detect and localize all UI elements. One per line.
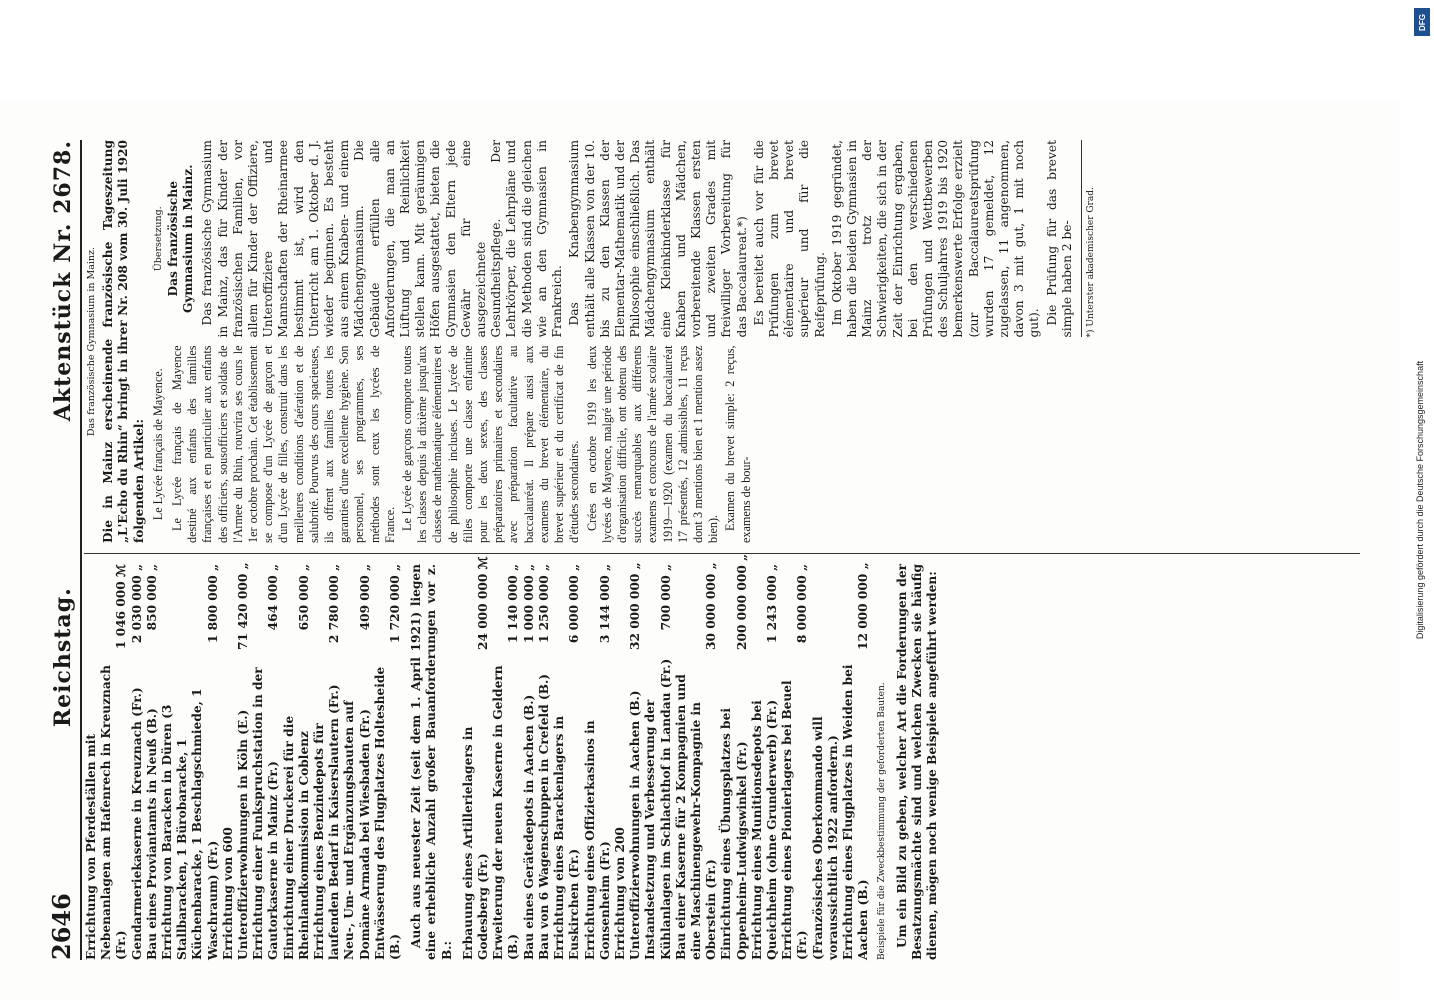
construction-item [583, 564, 613, 960]
item-label: Erbauung eines Artillerielagers in Godesberg (Fr.) [460, 726, 491, 960]
construction-item [282, 564, 312, 960]
construction-item [130, 564, 145, 960]
page-header [40, 140, 82, 960]
item-amount: 32 000 000 „ [628, 562, 643, 650]
german-title: Das französische Gymnasium in Mainz. [166, 164, 196, 313]
construction-item [750, 564, 780, 960]
french-paragraph: Le Lycée français de Mayence destiné aux enfants des familles françaises et en particulier aux enfants des officiers, sousofficiers et soldats de l'Armee du Rhin, rouvrira ses cours le 1er octobre prochain. Cet établissement se compose d'un Lycée de garçon et d'un Lycée de filles, construit dans les meilleures conditions d'aération et de salubrité. Pourvus des cours spacieuses, ils offrent aux familles toutes les garanties d'une excellente hygiène. Son personnel, ses programmes, ses méthodes sont ceux les lycées de France. [170, 345, 397, 543]
german-title-label: Übersetzung. [152, 206, 164, 272]
french-paragraphs [170, 346, 754, 544]
dfg-logo-text: DFG [1417, 13, 1427, 31]
item-label: Einrichtung einer Druckerei für die Rheinlandkommission in Coblenz [281, 715, 311, 960]
left-intro: Auch aus neuester Zeit (seit dem 1. April 1921) liegen eine erhebliche Anzahl großer Bauanforderungen vor z. B.: [409, 564, 454, 960]
construction-item [251, 564, 281, 960]
construction-list-1 [84, 564, 403, 960]
item-amount: 8 000 000 „ [795, 564, 810, 644]
item-label: Entwässerung des Flugplatzes Holtesheide (B.) [372, 666, 403, 960]
digitization-credit [1406, 0, 1434, 1000]
left-note: Beispiele für die Zweckbestimmung der geforderten Bauten. [877, 682, 888, 960]
item-label: Errichtung von 600 Unteroffizierwohnungen in Köln (E.) [220, 709, 251, 960]
french-paragraph: Crées en octobre 1919 les deux lycées de Mayence, malgré une période d'organisation difficile, ont obtenu des succès remarquables aux différents examens et concours de l'année scolaire 1919—1920 (examen du baccalauréat 17 présentés, 12 admissibles, 11 reçus dont 3 mentions bien et 1 mention assez bien). [584, 345, 721, 543]
article-heading: Das französische Gymnasium in Mainz. [86, 246, 97, 437]
item-amount: 1 720 000 „ [388, 564, 403, 644]
item-amount: 700 000 „ [658, 564, 673, 631]
item-label: Errichtung eines Munitionsdepots bei Queichheim (ohne Grunderwerb) (Fr.) [749, 699, 779, 960]
construction-item [145, 564, 160, 960]
item-amount: 1 140 000 „ [506, 564, 521, 644]
german-paragraph: Im Oktober 1919 gegründet, haben die beiden Gymnasien in Mainz trotz der Schwierigkeiten, die sich in der Zeit der Einrichtung ergaben, bei den verschiedenen Prüfungen und Wettbewerben des Schuljahres 1919 bis 1920 bemerkenswerte Erfolge erzielt (zur Baccalaureatsprüfung wurden 17 gemeldet, 12 zugelassen, 11 angenommen, davon 3 mit gut, 1 mit noch gut). [829, 140, 1042, 338]
item-label: Bau einer Kaserne für 2 Kompagnien und eine Maschinengewehr-Kompagnie in Oberstein (Fr.) [673, 674, 719, 960]
item-amount: 1 250 000 „ [536, 564, 551, 644]
german-paragraph: Das französische Gymnasium in Mainz, das für Kinder der französischen Familien, vor allem für Kinder der Offiziere, Unteroffiziere und Mannschaften der Rheinarmee bestimmt ist, wird den Unterricht am 1. Oktober d. J. wieder beginnen. Es besteht aus einem Knaben- und einem Mädchengymnasium. Die Gebäude erfüllen alle Anforderungen, die man an Lüftung und Reinlichkeit stellen kann. Mit geräumigen Höfen ausgestattet, bieten die Gymnasien den Eltern jede Gewähr für eine ausgezeichnete Gesundheitspflege. Der Lehrkörper, die Lehrpläne und die Methoden sind die gleichen wie an den Gymnasien in Frankreich. [200, 140, 565, 338]
item-amount: 1 800 000 „ [205, 564, 220, 644]
item-amount: 24 000 000 ℳ [476, 556, 491, 650]
item-amount: 12 000 000 „ [856, 562, 871, 650]
construction-item [674, 564, 720, 960]
german-paragraph: Es bereitet auch vor für die Prüfungen zum brevet élémentaire und brevet supérieur und für die Reifeprüfung. [751, 140, 827, 338]
page-number: 2646 [47, 893, 76, 960]
item-amount: 2 030 000 „ [129, 564, 144, 644]
item-amount: 71 420 000 „ [236, 562, 251, 650]
french-paragraph: Examen du brevet simple: 2 reçus, examens de bour- [723, 345, 753, 543]
construction-item [373, 564, 403, 960]
item-amount: 409 000 „ [357, 564, 372, 631]
item-amount: 1 046 000 ℳ [114, 564, 129, 650]
rotated-document-sheet [0, 100, 1400, 1000]
item-label: Errichtung eines Offizierkasinos in Gonsenheim (Fr.) [582, 720, 612, 960]
item-label: Errichtung eines Pionierlagers bei Beuel (Fr.) [780, 680, 810, 960]
item-label: Errichtung einer Funkspruchstation in der Gautorkaserne in Mainz (Fr.) [251, 667, 281, 960]
header-right-title: Aktenstück Nr. 2678. [50, 140, 76, 422]
construction-item [643, 564, 673, 960]
construction-item [780, 564, 810, 960]
item-label: Gendarmeriekaserne in Kreuznach (Fr.) [129, 687, 144, 960]
french-title: Le Lycée français de Mayence. [150, 368, 165, 521]
item-label: Instandsetzung und Verbesserung der Kühlanlagen im Schlachthof in Landau (Fr.) [643, 658, 673, 960]
item-label: Bau eines Proviantamts in Neuß (B.) [144, 708, 159, 960]
construction-item [613, 564, 643, 960]
german-paragraph: Das Knabengymnasium enthält alle Klassen von der 10. bis zu den Klassen der Elementar-Mathematik und der Philosophie einschließlich. Das Mädchengymnasium enthält eine Kleinkinderklasse für Knaben und Mädchen, vorbereitende Klassen ersten und zweiten Grades mit freiwilliger Vorbereitung für das Baccalaureat.*) [567, 140, 749, 338]
german-column [151, 140, 1099, 338]
french-paragraph: Le Lycée de garçons comporte toutes les classes depuis la dixième jusqu'aux classes de mathématique élémentaires et de philosophie incluses. Le Lycée de filles comporte une classe enfantine pour les deux sexes, des classes préparatoires primaires et secondaires avec préparation facultative au baccalauréat. Il prépare aussi aux examens du brevet élémentaire, du brevet supérieur et du certificat de fin d'études secondaires. [400, 345, 582, 543]
item-amount: 464 000 „ [266, 564, 281, 631]
construction-item [522, 564, 537, 960]
item-label: Einrichtung eines Übungsplatzes bei Oppenheim-Ludwigswinkel (Fr.) [719, 708, 749, 960]
construction-item [460, 556, 491, 960]
item-label: Errichtung eines Barackenlagers in Euskirchen (Fr.) [552, 715, 582, 960]
construction-item [160, 564, 221, 960]
item-amount: 3 144 000 „ [597, 564, 612, 644]
german-paragraphs [200, 140, 1075, 338]
item-amount: 1 243 000 „ [764, 564, 779, 644]
dfg-logo [1414, 8, 1430, 36]
item-amount: 850 000 „ [144, 564, 159, 631]
item-label: Erweiterung der neuen Kaserne in Geldern (B.) [491, 665, 521, 960]
item-amount: 30 000 000 „ [704, 562, 719, 650]
item-amount: 2 780 000 „ [327, 564, 342, 644]
credit-text: Digitalisierung gefördert durch die Deutsche Forschungsgemeinschaft [1415, 360, 1425, 640]
item-amount: 1 000 000 „ [521, 564, 536, 644]
french-column [151, 346, 1099, 544]
construction-item [552, 564, 582, 960]
bilingual-columns [151, 140, 1099, 543]
item-label: Bau eines Gerätedepots in Aachen (B.) [521, 694, 536, 960]
item-amount: 200 000 000 „ [734, 553, 749, 650]
construction-item [84, 564, 130, 960]
footnote: *) Unterster akademischer Grad. [1081, 140, 1099, 338]
construction-item [491, 564, 521, 960]
item-label: Bau von 6 Wagenschuppen in Crefeld (B.) [536, 674, 551, 960]
left-closing: Um ein Bild zu geben, welcher Art die Forderungen der Besatzungsmächte sind und welchen Zwecken sie häufig dienen, mögen noch wenige Beispiele angeführt werden: [894, 564, 939, 960]
construction-item [342, 564, 372, 960]
item-label: Neu-, Um- und Ergänzungsbauten auf Domäne Armada bei Wiesbaden (Fr.) [342, 700, 372, 960]
construction-item [841, 564, 871, 960]
construction-item [719, 553, 749, 960]
german-paragraph: Die Prüfung für das brevet simple haben 2 be- [1044, 140, 1074, 338]
item-label: Errichtung von Pferdeställen mit Nebenanlagen am Hafenrech in Kreuznach (Fr.) [84, 664, 129, 960]
item-label: Errichtung eines Flugplatzes in Weiden bei Aachen (B.) [840, 664, 871, 960]
item-label: (Französisches Oberkommando will voraussichtlich 1922 anfordern.) [810, 716, 840, 960]
header-left-title: Reichstag. [50, 587, 76, 728]
item-label: Errichtung von Baracken in Düren (3 Stallbaracken, 1 Bürobaracke, 1 Küchenbaracke, 1 Beschlagschmiede, 1 Waschraum) (Fr.) [160, 688, 220, 960]
item-amount: 650 000 „ [296, 564, 311, 631]
construction-item [312, 564, 342, 960]
article-intro: Die in Mainz erscheinende französische Tageszeitung „L'Echo du Rhin“ bringt in ihrer Nr. 208 vom 30. Juli 1920 folgenden Artikel: [101, 140, 146, 543]
right-column [84, 140, 1360, 553]
item-label: Errichtung eines Benzindepots für laufenden Bedarf in Kaiserslautern (Fr.) [312, 684, 342, 960]
item-label: Errichtung von 200 Unteroffizierwohnungen in Aachen (B.) [612, 690, 643, 960]
construction-item [537, 564, 552, 960]
item-amount: 6 000 000 „ [567, 564, 582, 644]
construction-item [811, 564, 841, 960]
construction-list-2 [460, 553, 871, 960]
construction-item [221, 564, 251, 960]
left-column [84, 553, 1360, 960]
document-columns [84, 140, 1360, 960]
